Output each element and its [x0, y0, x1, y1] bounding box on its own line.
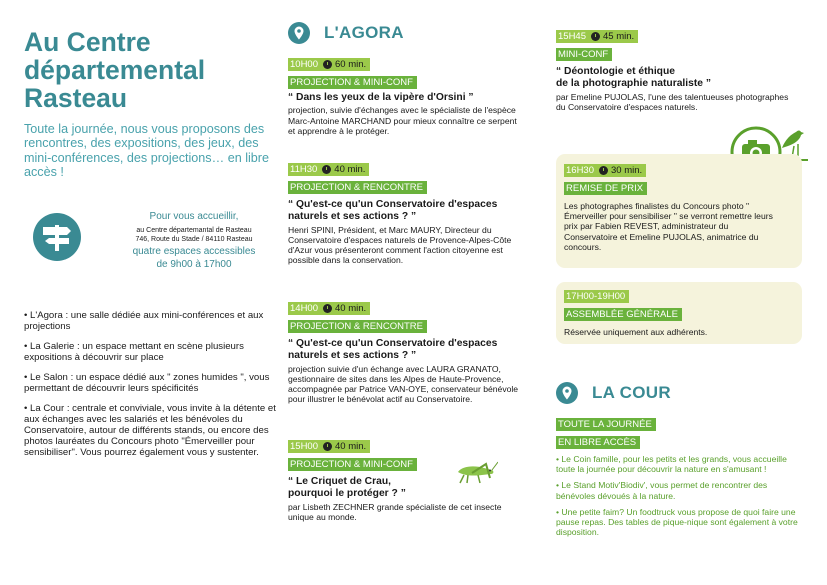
category-tag: TOUTE LA JOURNÉE: [556, 418, 656, 431]
event-description: projection suivie d'un échange avec LAURA GRANATO, gestionnaire de sites dans les Alpes de Haute-Provence, accompagnée par Patrice VAN-OYE, conservateur bénévole pour illustrer le bénévolat actif au Conservatoire.: [288, 363, 519, 405]
clock-icon: [323, 60, 332, 69]
category-tag: ASSEMBLÉE GÉNÉRALE: [564, 308, 682, 321]
intro-text: Toute la journée, nous vous proposons des rencontres, des expositions, des jeux, des mini-conférences, des projections… en libre accès !: [24, 122, 269, 179]
welcome-block: [104, 211, 284, 270]
prize-card: [556, 154, 802, 268]
event-title: “ Qu'est-ce qu'un Conservatoire d'espaces naturels et ses actions ? ”: [288, 199, 498, 223]
category-tag: PROJECTION & MINI-CONF: [288, 76, 417, 89]
category-tag: PROJECTION & RENCONTRE: [288, 181, 427, 194]
time-badge: 15H00 40 min.: [288, 440, 370, 453]
grasshopper-icon: [452, 458, 498, 486]
location-pin-icon: [556, 382, 578, 404]
time-badge: 15H45 45 min.: [556, 30, 638, 43]
event-title: “ Déontologie et éthique de la photographie naturaliste ”: [556, 66, 712, 90]
event-title: “ Dans les yeux de la vipère d'Orsini ”: [288, 92, 474, 103]
spaces-list: [24, 310, 276, 467]
time-badge: 17H00-19H00: [564, 290, 629, 303]
section-title: L'AGORA: [324, 23, 404, 42]
event-description: Henri SPINI, Président, et Marc MAURY, Directeur du Conservatoire d'espaces naturels de Provence-Alpes-Côte d'Azur vous présenteront comment l'action citoyenne est possible dans la conservation.: [288, 224, 512, 266]
event-card: [288, 298, 526, 405]
clock-icon: [599, 166, 608, 175]
location-pin-icon: [288, 22, 310, 44]
time-badge: 16H30 30 min.: [564, 164, 646, 177]
category-tag: REMISE DE PRIX: [564, 182, 647, 195]
cour-block: [556, 414, 804, 543]
event-card: [288, 159, 526, 266]
agora-header: [288, 22, 404, 44]
hours-line1: quatre espaces accessibles: [132, 246, 256, 257]
list-item: • Une petite faim? Un foodtruck vous propose de quoi faire une pause repas. Des tables de pique-nique sont également à votre disposition.: [556, 506, 798, 538]
event-description: par Lisbeth ZECHNER grande spécialiste de cet insecte unique au monde.: [288, 501, 502, 523]
event-description: Les photographes finalistes du Concours photo " Émerveiller pour sensibiliser " se verront remettre leurs prix par Fabien REVEST, administrateur du Conservatoire et Emeline PUJOLAS, animatrice du concours.: [564, 201, 773, 252]
list-item: • La Cour : centrale et conviviale, vous invite à la détente et aux échanges avec les salariés et les bénévoles du Conservatoire, autour de différents stands, ou encore des photos lauréates du Concours photo "Émerveiller pour sensibiliser". Vous pourrez également vous y sustenter.: [24, 403, 276, 458]
clock-icon: [323, 442, 332, 451]
assembly-card: [556, 282, 802, 344]
address-line2: 746, Route du Stade / 84110 Rasteau: [135, 236, 253, 243]
signpost-icon: [33, 213, 81, 261]
event-description: Réservée uniquement aux adhérents.: [564, 327, 708, 337]
cour-header: [556, 382, 671, 404]
event-description: projection, suivie d'échanges avec le spécialiste de l'espèce Marc-Antoine MARCHAND pour mieux connaître ce serpent et apprendre à le protéger.: [288, 105, 517, 136]
page-title: Au Centre départemental Rasteau: [24, 27, 206, 113]
event-card: [288, 54, 526, 136]
clock-icon: [323, 304, 332, 313]
category-tag: PROJECTION & RENCONTRE: [288, 320, 427, 333]
list-item: • Le Salon : un espace dédié aux " zones humides ", vous permettant de découvrir leurs spécificités: [24, 372, 270, 394]
hours-line2: de 9h00 à 17h00: [156, 259, 232, 270]
list-item: • Le Stand Motiv'Biodiv', vous permet de rencontrer des bénévoles dévoués à la nature.: [556, 480, 768, 501]
welcome-heading: Pour vous accueillir,: [149, 211, 239, 222]
time-badge: 11H30 40 min.: [288, 163, 369, 176]
event-description: par Emeline PUJOLAS, l'une des talentueuses photographes du Conservatoire d'espaces naturels.: [556, 91, 789, 113]
list-item: • La Galerie : un espace mettant en scène plusieurs expositions à découvrir sur place: [24, 341, 244, 363]
event-title: “ Le Criquet de Crau, pourquoi le protéger ? ”: [288, 476, 406, 500]
time-badge: 14H00 40 min.: [288, 302, 370, 315]
clock-icon: [591, 32, 600, 41]
event-card: [556, 26, 796, 112]
category-tag: EN LIBRE ACCÈS: [556, 436, 640, 449]
clock-icon: [322, 165, 331, 174]
address-line1: au Centre départemantal de Rasteau: [136, 227, 252, 234]
list-item: • Le Coin famille, pour les petits et les grands, vous accueille toute la journée pour découvrir la nature en s'amusant !: [556, 454, 787, 475]
list-item: • L'Agora : une salle dédiée aux mini-conférences et aux projections: [24, 310, 264, 332]
time-badge: 10H00 60 min.: [288, 58, 370, 71]
category-tag: PROJECTION & MINI-CONF: [288, 458, 417, 471]
category-tag: MINI-CONF: [556, 48, 612, 61]
event-title: “ Qu'est-ce qu'un Conservatoire d'espaces naturels et ses actions ? ”: [288, 338, 498, 362]
section-title: LA COUR: [592, 383, 671, 402]
